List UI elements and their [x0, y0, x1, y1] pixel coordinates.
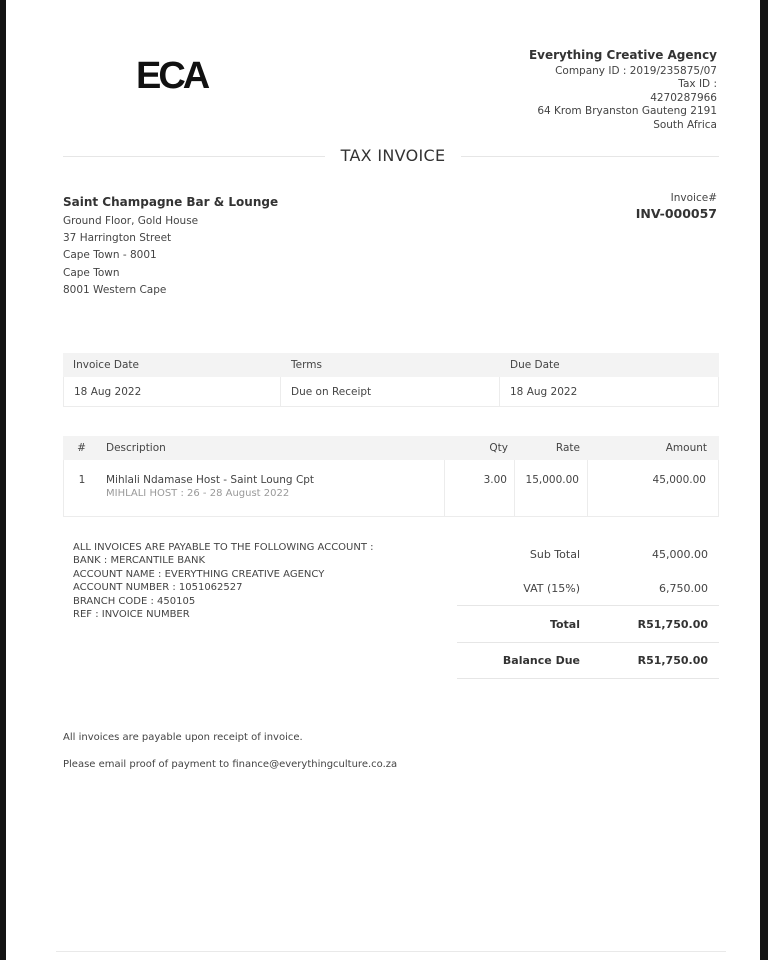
footer-divider [56, 951, 726, 952]
bank-line: BRANCH CODE : 450105 [73, 595, 196, 607]
customer-address-line: 37 Harrington Street [63, 232, 172, 245]
meta-value-row [63, 377, 719, 407]
tax-id: 4270287966 [650, 91, 717, 104]
balance-due-value: R51,750.00 [637, 654, 708, 667]
bill-to [63, 195, 278, 299]
company-details [529, 49, 717, 133]
bank-details [73, 541, 374, 621]
items-header-qty: Qty [489, 442, 508, 454]
bank-line: ACCOUNT NUMBER : 1051062527 [73, 582, 243, 594]
divider [63, 156, 325, 157]
company-address-line: 64 Krom Bryanston Gauteng 2191 [537, 105, 717, 118]
total-value: R51,750.00 [637, 617, 708, 631]
line-items-table [63, 436, 719, 517]
item-description-cell [100, 460, 445, 516]
balance-due-row [457, 642, 719, 679]
vat-value: 6,750.00 [659, 581, 708, 595]
divider [461, 156, 719, 157]
vat-row [457, 571, 719, 605]
title-row [63, 146, 719, 168]
subtotal-row [457, 537, 719, 571]
company-id: Company ID : 2019/235875/07 [555, 64, 717, 77]
bank-line: BANK : MERCANTILE BANK [73, 555, 206, 567]
meta-header-invoice-date: Invoice Date [73, 359, 139, 371]
due-date: 18 Aug 2022 [500, 377, 719, 406]
note-line: All invoices are payable upon receipt of invoice. [63, 732, 303, 743]
total-row [457, 605, 719, 642]
bank-line: ACCOUNT NAME : EVERYTHING CREATIVE AGENCY [73, 568, 325, 580]
invoice-meta-table [63, 353, 719, 407]
items-header-description: Description [106, 442, 166, 454]
invoice-page [6, 0, 760, 960]
item-rate: 15,000.00 [515, 460, 588, 516]
invoice-number-label: Invoice# [670, 192, 717, 204]
bank-line: REF : INVOICE NUMBER [73, 609, 190, 621]
balance-due-label: Balance Due [502, 654, 580, 667]
item-qty: 3.00 [445, 460, 515, 516]
company-logo: ECA [136, 55, 208, 97]
customer-address-line: 8001 Western Cape [63, 283, 167, 296]
item-description-sub: MIHLALI HOST : 26 - 28 August 2022 [106, 488, 290, 499]
note-line: Please email proof of payment to finance@everythingculture.co.za [63, 759, 398, 770]
customer-address-line: Cape Town [63, 266, 120, 279]
items-header-num: # [77, 442, 86, 454]
tax-id-label: Tax ID : [678, 78, 717, 91]
items-header-row [63, 436, 719, 460]
item-amount: 45,000.00 [588, 460, 719, 516]
notes [63, 732, 397, 786]
document-title: TAX INVOICE [340, 146, 446, 165]
meta-header-terms: Terms [291, 359, 322, 371]
company-name: Everything Creative Agency [528, 48, 717, 62]
vat-label: VAT (15%) [523, 581, 580, 595]
customer-address-line: Cape Town - 8001 [63, 249, 157, 262]
invoice-number: INV-000057 [635, 206, 717, 221]
subtotal-label: Sub Total [529, 547, 580, 561]
totals-table [457, 537, 719, 679]
subtotal-value: 45,000.00 [652, 547, 708, 561]
items-header-rate: Rate [555, 442, 580, 454]
item-description: Mihlali Ndamase Host - Saint Loung Cpt [106, 474, 315, 486]
total-label: Total [549, 617, 580, 631]
customer-address-line: Ground Floor, Gold House [63, 215, 199, 227]
bank-line: ALL INVOICES ARE PAYABLE TO THE FOLLOWING ACCOUNT : [73, 542, 374, 553]
invoice-number-block [636, 192, 717, 221]
table-row [63, 460, 719, 517]
company-address-line: South Africa [653, 118, 717, 131]
meta-header-row [63, 353, 719, 377]
item-num: 1 [63, 460, 100, 516]
invoice-date: 18 Aug 2022 [63, 377, 281, 406]
meta-header-due-date: Due Date [510, 359, 560, 371]
customer-name: Saint Champagne Bar & Lounge [63, 195, 279, 209]
terms: Due on Receipt [281, 377, 500, 406]
items-header-amount: Amount [665, 442, 707, 454]
